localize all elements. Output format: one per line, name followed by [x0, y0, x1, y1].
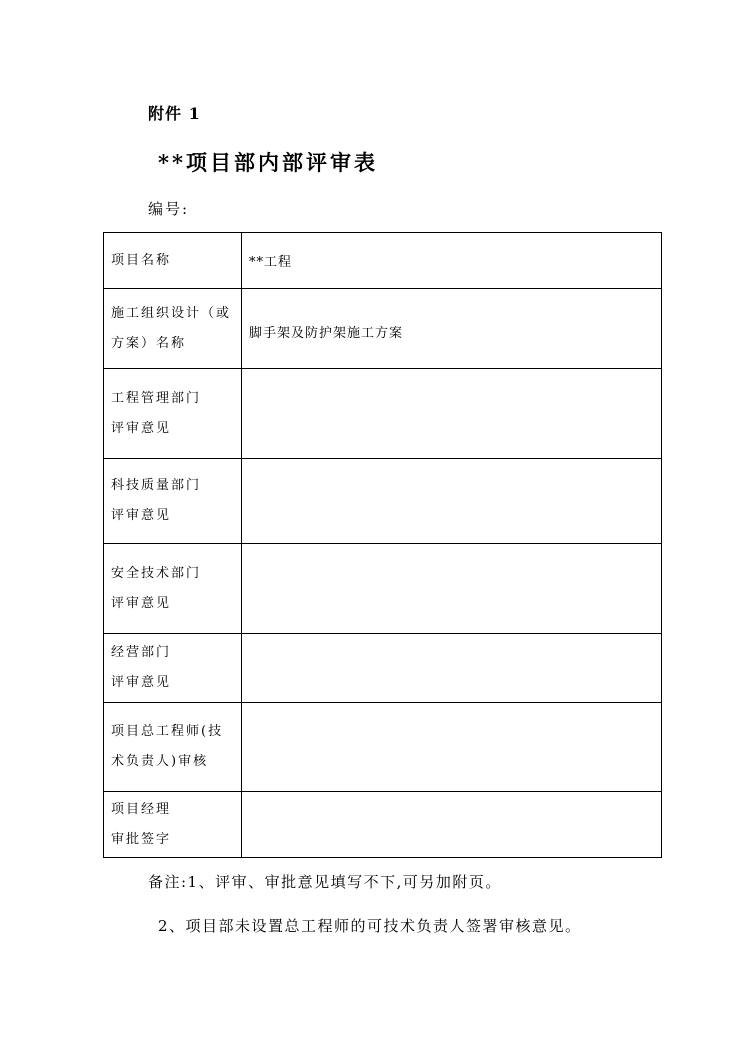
document-number-label: 编号: [148, 200, 190, 218]
review-opinion-field[interactable] [242, 459, 662, 544]
row-label [104, 703, 242, 792]
row-label [104, 233, 242, 289]
row-value: 脚手架及防护架施工方案 [242, 289, 662, 369]
attachment-label: 附件 1 [148, 104, 201, 123]
row-label-line: 评审意见 [111, 508, 172, 523]
row-label [104, 289, 242, 369]
table-row-plan-name [104, 289, 662, 369]
note-line-1: 备注:1、评审、审批意见填写不下,可另加附页。 [148, 873, 502, 891]
row-label-line: 科技质量部门 [111, 478, 202, 493]
note-line-2: 2、项目部未设置总工程师的可技术负责人签署审核意见。 [158, 917, 582, 935]
table-row-tech-quality [104, 459, 662, 544]
row-label-line: 方案）名称 [111, 335, 187, 351]
row-label [104, 792, 242, 858]
review-opinion-field[interactable] [242, 369, 662, 459]
review-opinion-field[interactable] [242, 634, 662, 703]
row-label-line: 安全技术部门 [111, 565, 202, 581]
row-label-line: 项目经理 [111, 801, 172, 817]
row-label [104, 459, 242, 544]
review-opinion-field[interactable] [242, 703, 662, 792]
row-label-line: 施工组织设计（或 [111, 305, 232, 321]
row-label [104, 544, 242, 634]
row-label-line: 术负责人)审核 [111, 754, 209, 769]
row-label-line: 评审意见 [111, 420, 172, 436]
page-title: **项目部内部评审表 [158, 150, 378, 175]
row-label [104, 634, 242, 703]
row-label [104, 369, 242, 459]
signature-field[interactable] [242, 792, 662, 858]
table-row-project-manager [104, 792, 662, 858]
review-table [103, 232, 662, 858]
table-row-business [104, 634, 662, 703]
row-label-line: 工程管理部门 [111, 390, 202, 406]
table-row-chief-engineer [104, 703, 662, 792]
table-row-safety-tech [104, 544, 662, 634]
review-opinion-field[interactable] [242, 544, 662, 634]
row-label-line: 项目总工程师(技 [111, 724, 224, 739]
table-row-engineering-management [104, 369, 662, 459]
row-label-line: 经营部门 [111, 645, 172, 660]
row-label-line: 评审意见 [111, 675, 172, 690]
table-row-project-name [104, 233, 662, 289]
row-label-line: 审批签字 [111, 831, 172, 847]
row-label-line: 项目名称 [111, 252, 172, 268]
row-label-line: 评审意见 [111, 595, 172, 611]
row-value: **工程 [242, 233, 662, 289]
